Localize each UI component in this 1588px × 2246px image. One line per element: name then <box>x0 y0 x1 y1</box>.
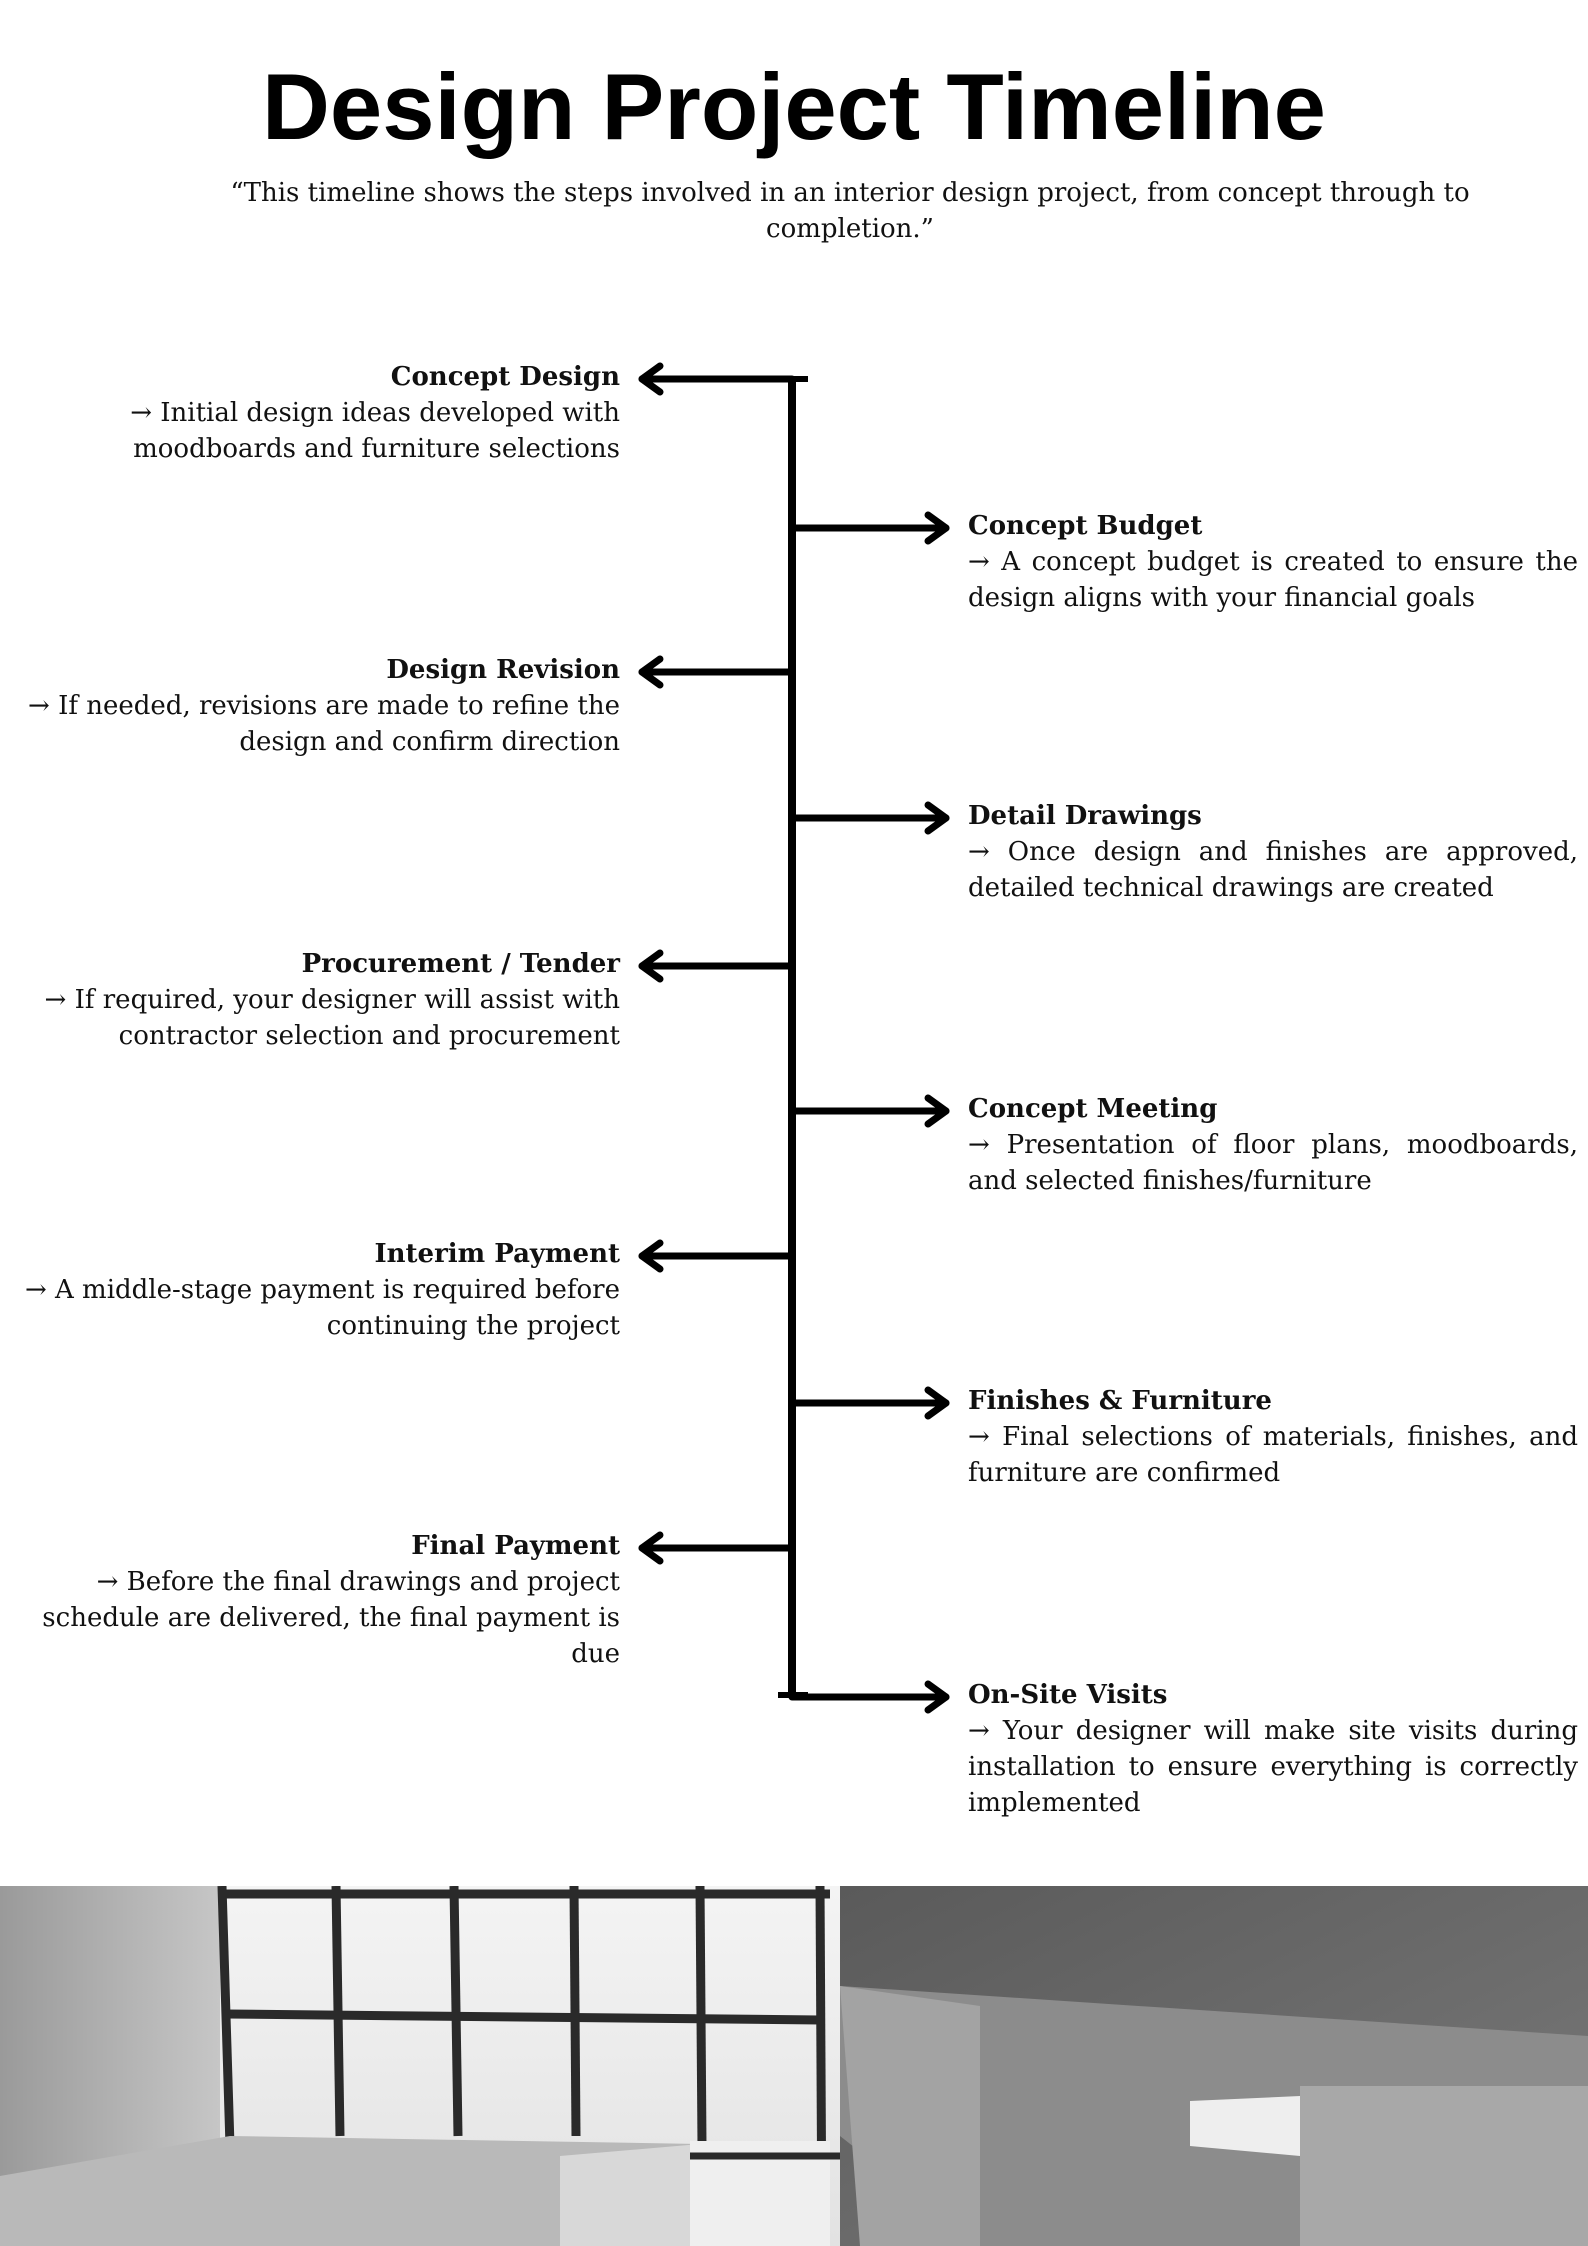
page-title: Design Project Timeline <box>262 54 1326 159</box>
timeline-step <box>10 652 620 760</box>
step-title: Final Payment <box>411 1531 620 1561</box>
step-description: → Final selections of materials, finishes, and furniture are confirmed <box>968 1422 1578 1488</box>
step-description: → Once design and finishes are approved, detailed technical drawings are created <box>968 837 1578 903</box>
step-description: → If required, your designer will assist with contractor selection and procurement <box>44 985 620 1051</box>
step-title: Concept Design <box>390 362 620 392</box>
step-title: Finishes & Furniture <box>968 1386 1272 1416</box>
step-description: → Your designer will make site visits during installation to ensure everything is correctly implemented <box>968 1716 1578 1818</box>
timeline-step <box>10 1528 620 1672</box>
step-title: Concept Budget <box>968 511 1203 541</box>
step-title: Design Revision <box>386 655 620 685</box>
step-description: → A middle-stage payment is required before continuing the project <box>24 1275 620 1341</box>
architecture-photo <box>0 1886 1588 2246</box>
step-title: On-Site Visits <box>968 1680 1168 1710</box>
timeline-step <box>968 1091 1578 1199</box>
timeline-step <box>10 946 620 1054</box>
step-title: Interim Payment <box>374 1239 620 1269</box>
skylight-photo-illustration <box>0 1886 1588 2246</box>
timeline-step <box>968 1383 1578 1491</box>
page-subtitle: “This timeline shows the steps involved in an interior design project, from concept through to completion.” <box>230 178 1470 244</box>
timeline-step <box>968 508 1578 616</box>
step-description: → Initial design ideas developed with moodboards and furniture selections <box>130 398 620 464</box>
step-title: Detail Drawings <box>968 801 1202 831</box>
step-description: → A concept budget is created to ensure the design aligns with your financial goals <box>968 547 1578 613</box>
step-description: → If needed, revisions are made to refine the design and confirm direction <box>28 691 620 757</box>
timeline-step <box>10 1236 620 1344</box>
step-description: → Before the final drawings and project schedule are delivered, the final payment is due <box>42 1567 620 1669</box>
step-title: Concept Meeting <box>968 1094 1218 1124</box>
step-title: Procurement / Tender <box>301 949 620 979</box>
timeline-step <box>968 1677 1578 1821</box>
timeline-step <box>968 798 1578 906</box>
timeline-step <box>10 359 620 467</box>
step-description: → Presentation of floor plans, moodboards, and selected finishes/furniture <box>968 1130 1578 1196</box>
